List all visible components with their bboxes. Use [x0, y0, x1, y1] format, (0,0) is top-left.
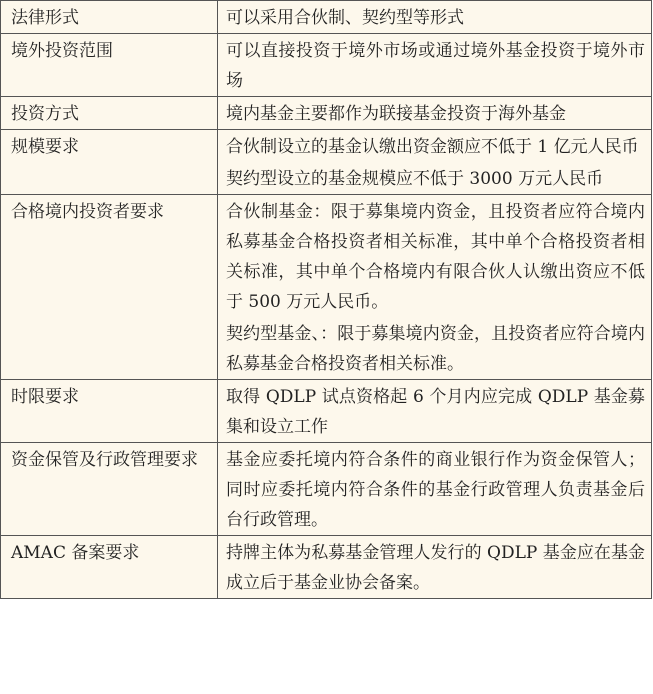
row-value: [218, 443, 652, 536]
value-paragraph: 基金应委托境内符合条件的商业银行作为资金保管人；同时应委托境内符合条件的基金行政管理人负责基金后台行政管理。: [226, 450, 645, 530]
value-paragraph: 合伙制基金：限于募集境内资金，且投资者应符合境内私募基金合格投资者相关标准，其中单个合格投资者相关标准，其中单个合格境内有限合伙人认缴出资应不低于 500 万元人民币。: [226, 202, 645, 312]
table-row: [1, 536, 652, 599]
table-row: [1, 380, 652, 443]
row-value: [218, 536, 652, 599]
row-label: 资金保管及行政管理要求: [1, 443, 218, 536]
row-value: [218, 195, 652, 380]
row-label: 规模要求: [1, 130, 218, 195]
row-label: AMAC 备案要求: [1, 536, 218, 599]
row-label: 合格境内投资者要求: [1, 195, 218, 380]
table-row: [1, 195, 652, 380]
table-body: [1, 1, 652, 599]
row-value: [218, 130, 652, 195]
row-label: 境外投资范围: [1, 34, 218, 97]
table-row: [1, 443, 652, 536]
value-paragraph: 持牌主体为私募基金管理人发行的 QDLP 基金应在基金成立后于基金业协会备案。: [226, 543, 645, 593]
value-paragraph: 契约型基金、：限于募集境内资金，且投资者应符合境内私募基金合格投资者相关标准。: [226, 324, 645, 374]
table-row: [1, 1, 652, 34]
row-value: [218, 380, 652, 443]
table-row: [1, 130, 652, 195]
value-paragraph: 可以直接投资于境外市场或通过境外基金投资于境外市场: [226, 41, 645, 91]
row-label: 时限要求: [1, 380, 218, 443]
value-paragraph: 契约型设立的基金规模应不低于 3000 万元人民币: [226, 169, 604, 189]
table-row: [1, 34, 652, 97]
value-paragraph: 境内基金主要都作为联接基金投资于海外基金: [226, 104, 566, 124]
row-value: [218, 34, 652, 97]
value-paragraph: 可以采用合伙制、契约型等形式: [226, 8, 464, 28]
row-label: 投资方式: [1, 97, 218, 130]
value-paragraph: 合伙制设立的基金认缴出资金额应不低于 1 亿元人民币: [226, 137, 639, 157]
table-row: [1, 97, 652, 130]
value-paragraph: 取得 QDLP 试点资格起 6 个月内应完成 QDLP 基金募集和设立工作: [226, 387, 645, 437]
row-value: [218, 97, 652, 130]
row-value: [218, 1, 652, 34]
row-label: 法律形式: [1, 1, 218, 34]
